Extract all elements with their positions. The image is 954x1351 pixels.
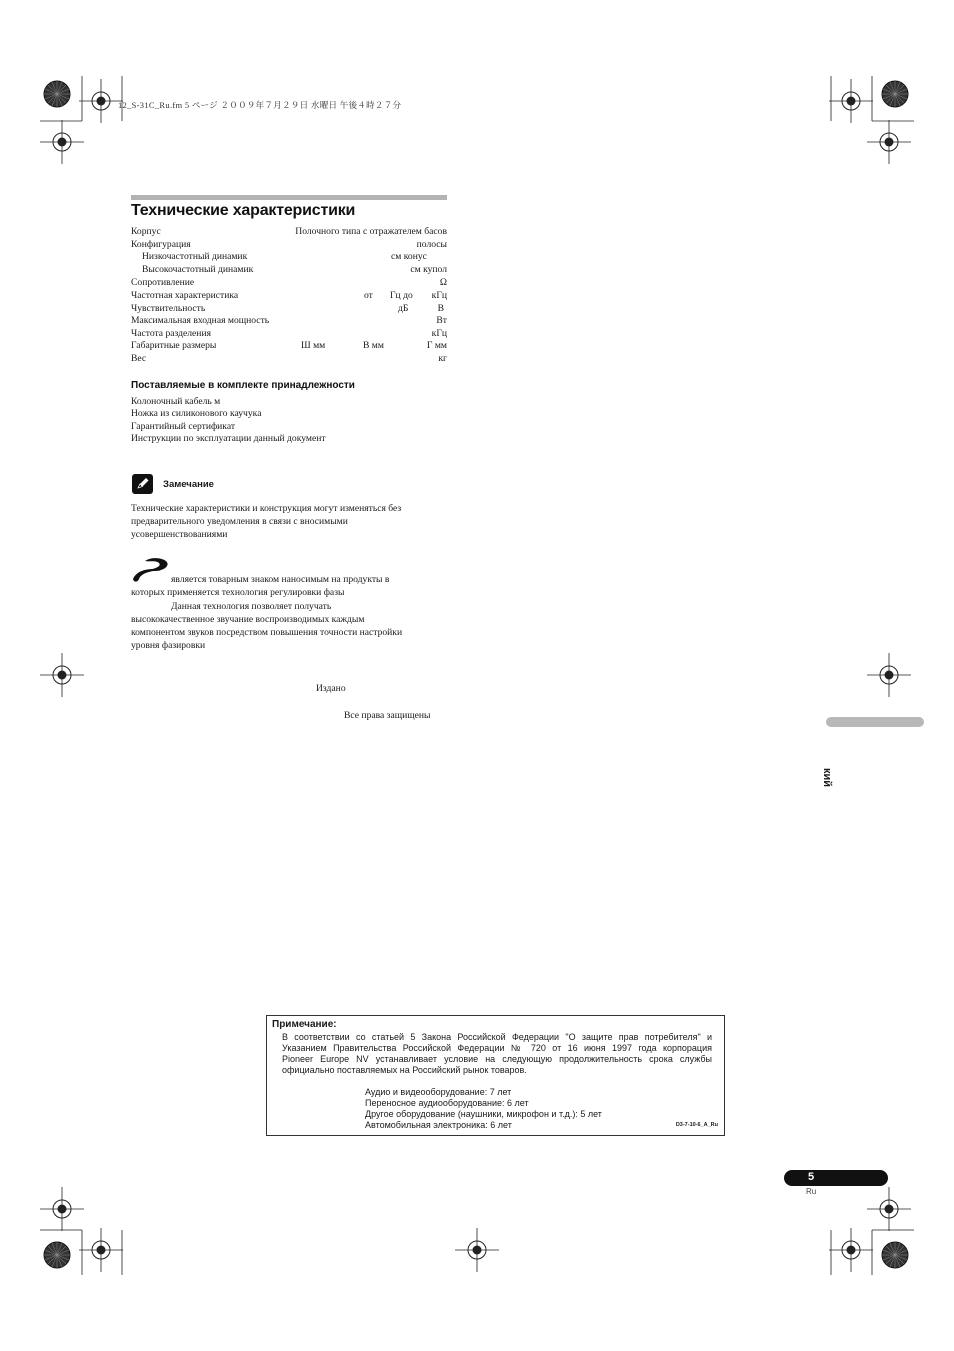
spec-row xyxy=(131,352,447,365)
registration-target-icon xyxy=(829,79,873,123)
phase-text-line: уровня фазировки xyxy=(131,640,206,651)
phase-text-line: высококачественное звучание воспроизводимых каждым xyxy=(131,614,365,625)
spec-label: Максимальная входная мощность xyxy=(131,315,270,326)
spec-value: Полочного типа с отражателем басов xyxy=(295,226,447,237)
registration-target-icon xyxy=(455,1228,499,1272)
spec-value: см купол xyxy=(410,264,447,275)
star-target-icon xyxy=(882,81,908,107)
registration-target-icon xyxy=(40,653,84,697)
spec-row xyxy=(131,250,447,263)
star-target-icon xyxy=(44,81,70,107)
registration-target-icon xyxy=(79,1228,123,1272)
list-item: Гарантийный сертификат xyxy=(131,421,236,432)
published-text: Издано xyxy=(316,683,346,694)
spec-value: В xyxy=(437,303,444,314)
service-life-item: Аудио и видеооборудование: 7 лет xyxy=(365,1087,512,1097)
note-text-line: предварительного уведомления в связи с вносимыми xyxy=(131,516,348,527)
spec-value: кг xyxy=(438,353,447,364)
registration-target-icon xyxy=(40,120,84,164)
phase-text-line: Данная технология позволяет получать xyxy=(171,601,332,612)
registration-target-icon xyxy=(867,120,911,164)
page-title: Технические характеристики xyxy=(131,202,356,219)
legal-note-box xyxy=(266,1015,725,1136)
document-code: D3-7-10-6_A_Ru xyxy=(675,1122,718,1128)
spec-row xyxy=(131,225,447,238)
star-target-icon xyxy=(44,1242,70,1268)
service-life-item: Автомобильная электроника: 6 лет xyxy=(365,1120,512,1130)
list-item: Колоночный кабель м xyxy=(131,396,221,407)
accessories-heading: Поставляемые в комплекте принадлежности xyxy=(131,380,355,391)
spec-row xyxy=(131,263,447,276)
spec-value: Г мм xyxy=(426,340,447,351)
page-language: Ru xyxy=(806,1187,817,1196)
registration-target-icon xyxy=(40,1187,84,1231)
spec-value: Гц до xyxy=(390,290,413,301)
spec-value: Вт xyxy=(436,315,447,326)
phase-control-logo-icon xyxy=(131,557,171,584)
legal-note-title: Примечание: xyxy=(272,1019,337,1030)
page-number: 5 xyxy=(808,1171,815,1183)
language-tab-label: кий xyxy=(821,768,833,788)
spec-value: В мм xyxy=(363,340,384,351)
spec-row xyxy=(131,314,447,327)
spec-value: от xyxy=(364,290,373,301)
star-target-icon xyxy=(882,1242,908,1268)
note-text-line: усовершенствованиями xyxy=(131,529,228,540)
legal-text-line: Pioneer Europe NV устанавливает условие на следующую продолжительность срока службы xyxy=(282,1054,712,1064)
service-life-item: Другое оборудование (наушники, микрофон и т.д.): 5 лет xyxy=(365,1109,602,1119)
spec-label: Корпус xyxy=(131,226,161,237)
registration-target-icon xyxy=(829,1228,873,1272)
phase-text-line: является товарным знаком наносимым на продукты в xyxy=(171,574,390,585)
spec-label: Габаритные размеры xyxy=(131,340,217,351)
spec-label: Сопротивление xyxy=(131,277,195,288)
registration-target-icon xyxy=(867,1187,911,1231)
spec-value: кГц xyxy=(431,328,447,339)
spec-value: кГц xyxy=(431,290,447,301)
service-life-item: Переносное аудиооборудование: 6 лет xyxy=(365,1098,529,1108)
list-item: Ножка из силиконового каучука xyxy=(131,408,262,419)
legal-text-line: В соответствии со статьей 5 Закона Российской Федерации "О защите прав потребителя" и xyxy=(282,1032,712,1042)
spec-label: Вес xyxy=(131,353,147,364)
spec-value: дБ xyxy=(398,303,409,314)
registration-target-icon xyxy=(79,79,123,123)
language-tab-bar xyxy=(826,717,924,727)
phase-text-line: компонентом звуков посредством повышения точности настройки xyxy=(131,627,403,638)
legal-text-line: Указанием Правительства Российской Федерации № 720 от 16 июня 1997 года корпорация xyxy=(282,1043,712,1053)
spec-label: Частота разделения xyxy=(131,328,211,339)
spec-label: Конфигурация xyxy=(131,239,191,250)
spec-row xyxy=(131,276,447,289)
spec-label: Частотная характеристика xyxy=(131,290,239,301)
file-header-line: 12_S-31C_Ru.fm 5 ページ ２００９年７月２９日 水曜日 午後４時２７分 xyxy=(118,100,402,110)
spec-label: Низкочастотный динамик xyxy=(142,251,248,262)
spec-row xyxy=(131,339,447,352)
spec-label: Высокочастотный динамик xyxy=(142,264,254,275)
spec-value: Ш мм xyxy=(301,340,326,351)
note-pencil-icon xyxy=(132,474,153,494)
spec-row xyxy=(131,289,447,302)
spec-value: полосы xyxy=(416,239,447,250)
spec-value: см конус xyxy=(391,251,427,262)
legal-text-line: официально поставляемых на Российский рынок товаров. xyxy=(282,1065,527,1075)
section-bar xyxy=(131,195,447,200)
list-item: Инструкции по эксплуатации данный документ xyxy=(131,433,326,444)
rights-text: Все права защищены xyxy=(344,710,431,721)
note-text-line: Технические характеристики и конструкция могут изменяться без xyxy=(131,503,402,514)
spec-value: Ω xyxy=(439,277,447,288)
registration-target-icon xyxy=(867,653,911,697)
spec-label: Чувствительность xyxy=(131,303,206,314)
note-heading: Замечание xyxy=(163,479,214,490)
phase-text-line: которых применяется технология регулировки фазы xyxy=(131,587,345,598)
page-number-pill xyxy=(784,1170,888,1186)
